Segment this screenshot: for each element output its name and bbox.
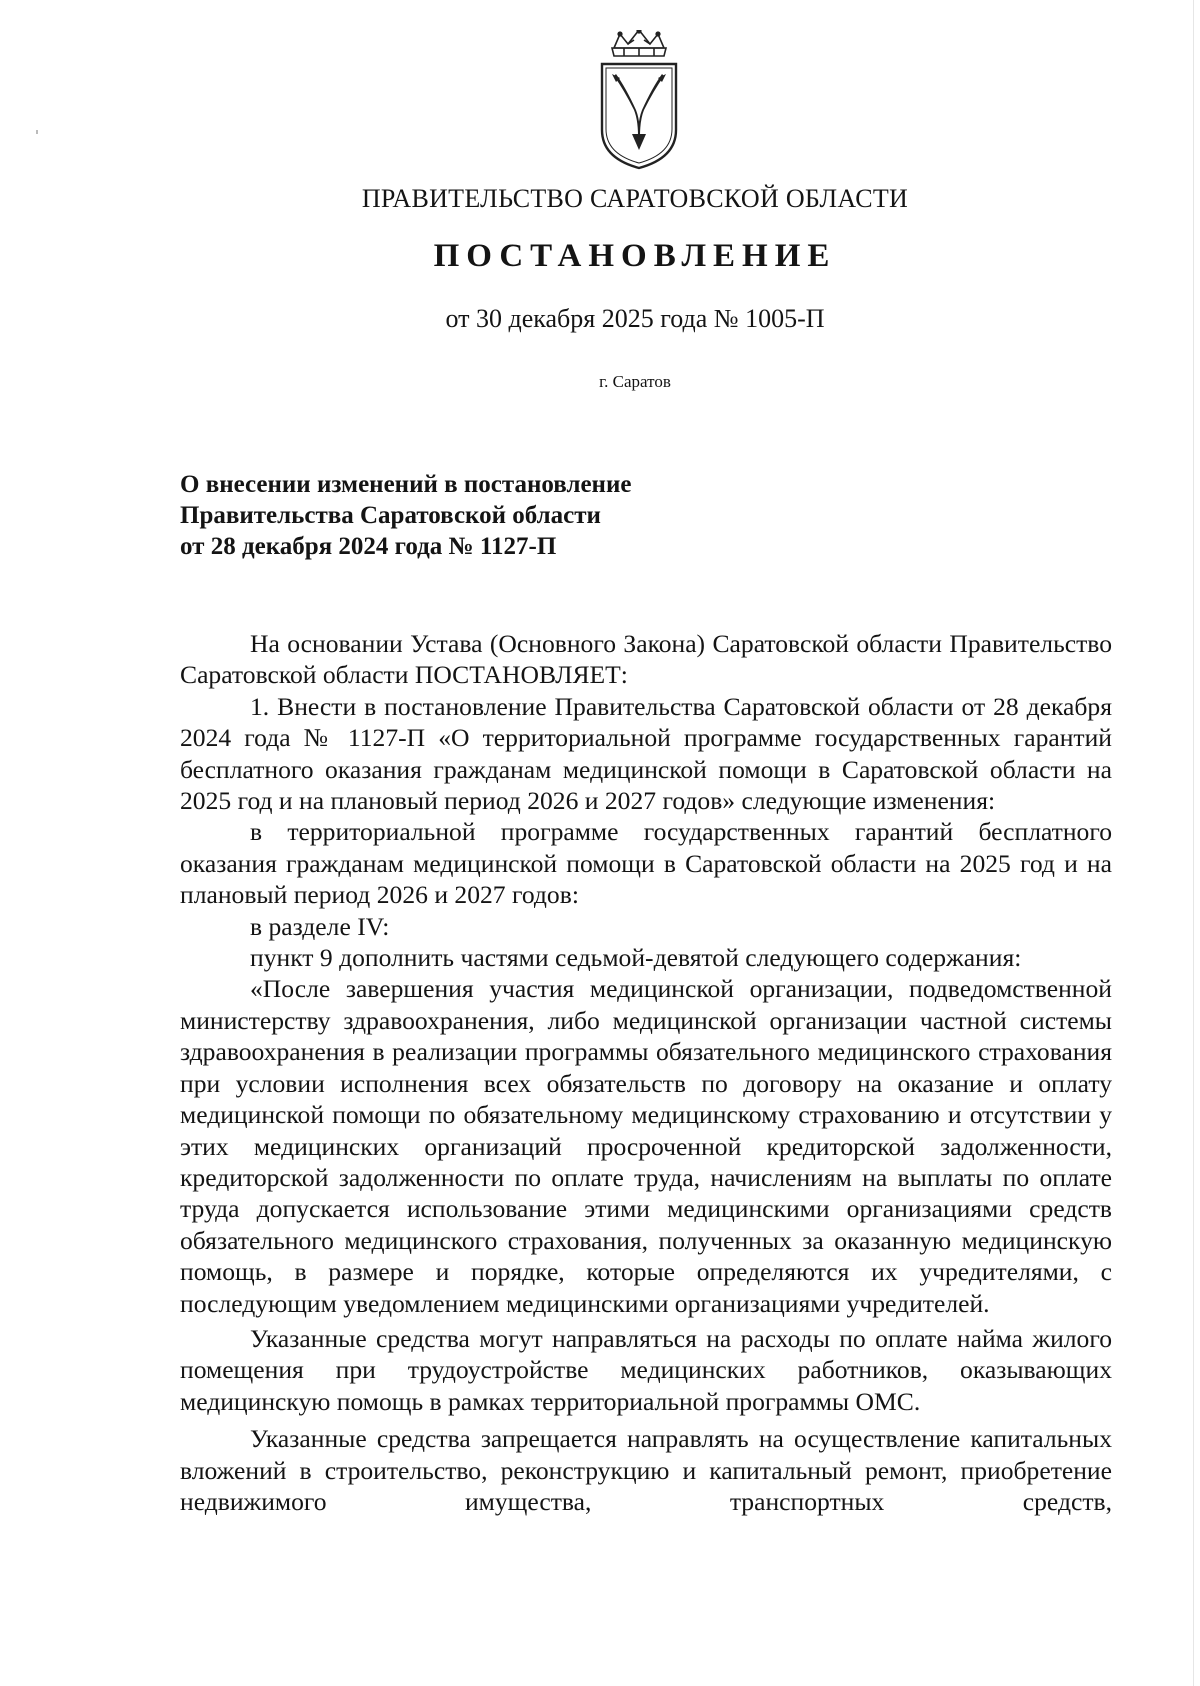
document-city: г. Саратов xyxy=(599,372,671,391)
document-type: ПОСТАНОВЛЕНИЕ xyxy=(433,238,837,274)
saratov-coat-of-arms-icon xyxy=(594,30,684,170)
document-date-number: от 30 декабря 2025 года № 1005-П xyxy=(445,304,825,333)
body-paragraph-program: в территориальной программе государственных гарантий бесплатного оказания гражданам медицинской помощи в Саратовской области на 2025 год и на плановый период 2026 и 2027 годов: xyxy=(180,817,1112,910)
body-paragraph-funds-use: Указанные средства могут направляться на расходы по оплате найма жилого помещения при трудоустройстве медицинских работников, оказывающих медицинскую помощь в рамках территориальной программы ОМС. xyxy=(180,1323,1112,1416)
authority-name: ПРАВИТЕЛЬСТВО САРАТОВСКОЙ ОБЛАСТИ xyxy=(361,184,909,213)
document-subject xyxy=(180,469,631,562)
body-paragraph-quote: «После завершения участия медицинской организации, подведомственной министерству здравоохранения, либо медицинской организации частной системы здравоохранения в реализации программы обязательного медицинского страхования при условии исполнения всех обязательств по договору на оказание и оплату медицинской помощи по обязательному медицинскому страхованию и отсутствии у этих медицинских организаций просроченной кредиторской задолженности, кредиторской задолженности по оплате труда, начислениям на выплаты по оплате труда допускается использование этими медицинскими организациями средств обязательного медицинского страхования, полученных за оказанную медицинскую помощь, в размере и порядке, которые определяются их учредителями, с последующим уведомлением медицинскими организациями учредителей. xyxy=(180,974,1112,1318)
subject-line: О внесении изменений в постановление xyxy=(180,471,632,498)
subject-line: от 28 декабря 2024 года № 1127-П xyxy=(180,533,557,560)
body-paragraph-clause: пункт 9 дополнить частями седьмой-девятой следующего содержания: xyxy=(250,943,1022,973)
body-paragraph-funds-prohibition: Указанные средства запрещается направлять на осуществление капитальных вложений в строительство, реконструкцию и капитальный ремонт, приобретение недвижимого имущества, транспортных средств, xyxy=(180,1424,1112,1516)
scan-speck xyxy=(36,130,38,134)
body-paragraph-section: в разделе IV: xyxy=(250,911,390,941)
document-body xyxy=(180,628,1112,1517)
body-paragraph-basis: На основании Устава (Основного Закона) Саратовской области Правительство Саратовской области ПОСТАНОВЛЯЕТ: xyxy=(180,629,1112,690)
body-paragraph-item-1: 1. Внести в постановление Правительства Саратовской области от 28 декабря 2024 года № 1127-П «О территориальной программе государственных гарантий бесплатного оказания гражданам медицинской помощи в Саратовской области на 2025 год и на плановый период 2026 и 2027 годов» следующие изменения: xyxy=(180,691,1112,816)
subject-line: Правительства Саратовской области xyxy=(180,502,601,529)
